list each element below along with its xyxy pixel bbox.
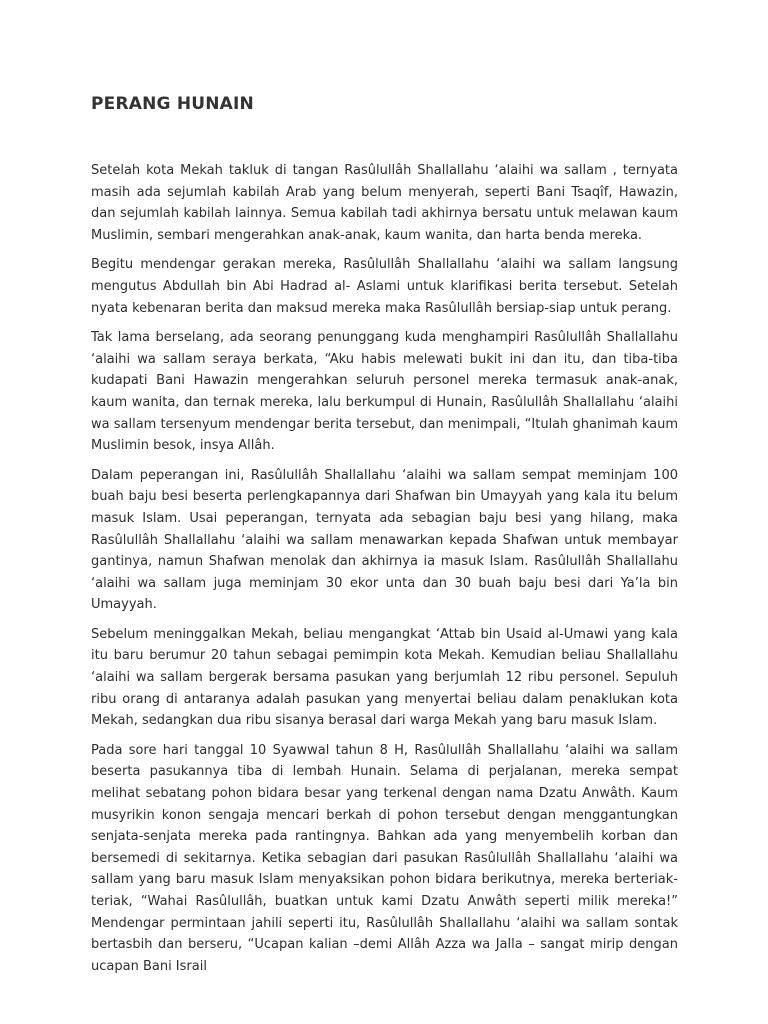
paragraph-2: Begitu mendengar gerakan mereka, Rasûlullâh Shallallahu ‘alaihi wa sallam langsung mengutus Abdullah bin Abi Hadrad al- Aslami untuk klarifikasi berita tersebut. Setelah nyata kebenaran berita dan maksud mereka maka Rasûlullâh bersiap-siap untuk perang. (91, 257, 678, 316)
paragraph-4: Dalam peperangan ini, Rasûlullâh Shallallahu ‘alaihi wa sallam sempat meminjam 100 buah baju besi beserta perlengkapannya dari Shafwan bin Umayyah yang kala itu belum masuk Islam. Usai peperangan, ternyata ada sebagian baju besi yang hilang, maka Rasûlullâh Shallallahu ‘alaihi wa sallam menawarkan kepada Shafwan untuk membayar gantinya, namun Shafwan menolak dan akhirnya ia masuk Islam. Rasûlullâh Shallallahu ‘alaihi wa sallam juga meminjam 30 ekor unta dan 30 buah baju besi dari Ya’la bin Umayyah. (91, 467, 678, 613)
paragraph-6: Pada sore hari tanggal 10 Syawwal tahun 8 H, Rasûlullâh Shallallahu ‘alaihi wa sallam beserta pasukannya tiba di lembah Hunain. Selama di perjalanan, mereka sempat melihat sebatang pohon bidara besar yang terkenal dengan nama Dzatu Anwâth. Kaum musyrikin konon sengaja mencari berkah di pohon tersebut dengan menggantungkan senjata-senjata mereka pada rantingnya. Bahkan ada yang menyembelih korban dan bersemedi di sekitarnya. Ketika sebagian dari pasukan Rasûlullâh Shallallahu ‘alaihi wa sallam yang baru masuk Islam menyaksikan pohon bidara berikutnya, mereka berteriak-teriak, “Wahai Rasûlullâh, buatkan untuk kami Dzatu Anwâth seperti milik mereka!” Mendengar permintaan jahili seperti itu, Rasûlullâh Shallallahu ‘alaihi wa sallam sontak bertasbih dan berseru, “Ucapan kalian –demi Allâh Azza wa Jalla – sangat mirip dengan ucapan Bani Israil (91, 742, 678, 974)
document-body (91, 160, 678, 985)
paragraph-3: Tak lama berselang, ada seorang penunggang kuda menghampiri Rasûlullâh Shallallahu ‘alaihi wa sallam seraya berkata, “Aku habis melewati bukit ini dan itu, dan tiba-tiba kudapati Bani Hawazin mengerahkan seluruh personel mereka termasuk anak-anak, kaum wanita, dan ternak mereka, lalu berkumpul di Hunain, Rasûlullâh Shallallahu ‘alaihi wa sallam tersenyum mendengar berita tersebut, dan menimpali, “Itulah ghanimah kaum Muslimin besok, insya Allâh. (91, 330, 678, 454)
paragraph-1: Setelah kota Mekah takluk di tangan Rasûlullâh Shallallahu ‘alaihi wa sallam , ternyata masih ada sejumlah kabilah Arab yang belum menyerah, seperti Bani Tsaqîf, Hawazin, dan sejumlah kabilah lainnya. Semua kabilah tadi akhirnya bersatu untuk melawan kaum Muslimin, sembari mengerahkan anak-anak, kaum wanita, dan harta benda mereka. (91, 163, 678, 243)
page-title: PERANG HUNAIN (91, 94, 254, 114)
paragraph-5: Sebelum meninggalkan Mekah, beliau mengangkat ‘Attab bin Usaid al-Umawi yang kala itu baru berumur 20 tahun sebagai pemimpin kota Mekah. Kemudian beliau Shallallahu ‘alaihi wa sallam bergerak bersama pasukan yang berjumlah 12 ribu personel. Sepuluh ribu orang di antaranya adalah pasukan yang menyertai beliau dalam penaklukan kota Mekah, sedangkan dua ribu sisanya berasal dari warga Mekah yang baru masuk Islam. (91, 626, 678, 729)
